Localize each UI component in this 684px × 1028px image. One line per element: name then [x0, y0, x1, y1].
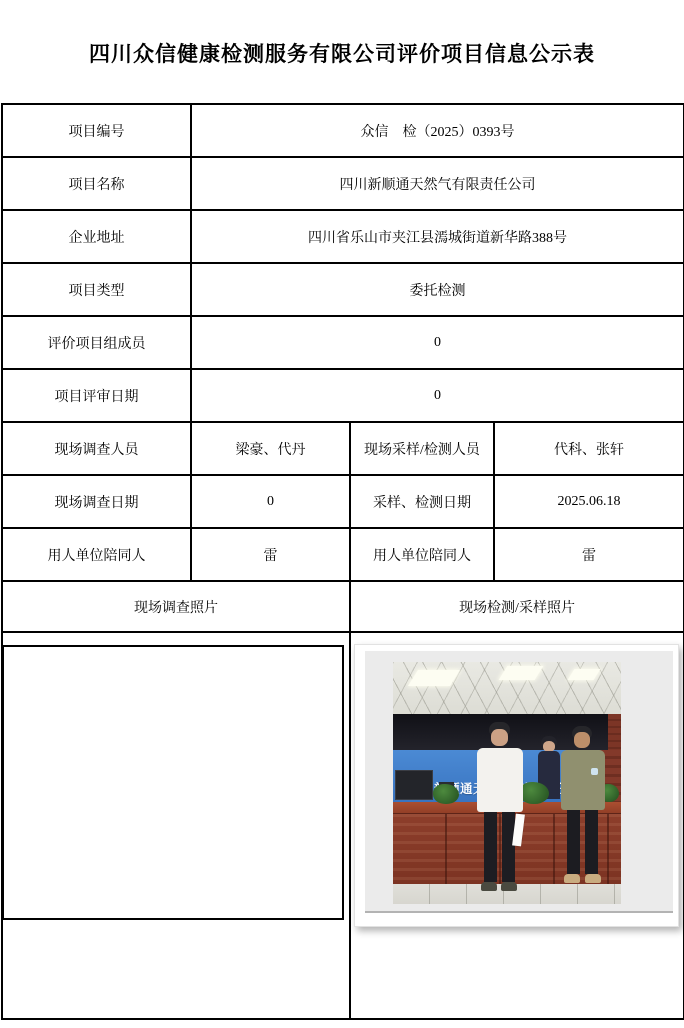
- cell-team-members-label: 评价项目组成员: [2, 316, 191, 369]
- shoe: [501, 882, 517, 891]
- table-row: [2, 528, 684, 581]
- cell-sampling-staff-label: 现场采样/检测人员: [350, 422, 494, 475]
- table-row: [2, 422, 684, 475]
- cell-review-date-label: 项目评审日期: [2, 369, 191, 422]
- cell-survey-date-value: 0: [191, 475, 350, 528]
- cell-sampling-photo-header: 现场检测/采样照片: [350, 581, 684, 632]
- shoe: [481, 882, 497, 891]
- sampling-photo-frame: [354, 644, 679, 927]
- leg: [502, 812, 515, 882]
- table-row: [2, 157, 684, 210]
- photo-man-white-shirt: [477, 722, 523, 894]
- cell-company-address-value: 四川省乐山市夹江县漹城街道新华路388号: [191, 210, 684, 263]
- table-row: [2, 475, 684, 528]
- table-row: [2, 104, 684, 157]
- photo-plant: [433, 784, 459, 804]
- cell-survey-photo-header: 现场调查照片: [2, 581, 350, 632]
- leg: [567, 810, 580, 874]
- table-row: [2, 581, 684, 632]
- face: [574, 732, 590, 748]
- cell-sampling-staff-value: 代科、张轩: [494, 422, 684, 475]
- cell-team-members-value: 0: [191, 316, 684, 369]
- cell-employer-escort-value-1: 雷: [191, 528, 350, 581]
- cell-sampling-photo: [350, 632, 684, 1019]
- table-row: [2, 369, 684, 422]
- shirt-logo: [591, 768, 598, 775]
- photo-wood-wall: [608, 714, 621, 754]
- photo-monitor: [395, 770, 433, 800]
- leg: [484, 812, 497, 882]
- cell-project-name-value: 四川新顺通天然气有限责任公司: [191, 157, 684, 210]
- cell-project-number-value: 众信 检（2025）0393号: [191, 104, 684, 157]
- cell-survey-photo: [2, 632, 350, 1019]
- cell-survey-date-label: 现场调查日期: [2, 475, 191, 528]
- leg: [585, 810, 598, 874]
- page-title: 四川众信健康检测服务有限公司评价项目信息公示表: [89, 43, 595, 66]
- cell-employer-escort-label-1: 用人单位陪同人: [2, 528, 191, 581]
- cell-sampling-date-label: 采样、检测日期: [350, 475, 494, 528]
- face: [491, 729, 508, 746]
- cell-project-number-label: 项目编号: [2, 104, 191, 157]
- table-row: [2, 263, 684, 316]
- shirt: [561, 750, 605, 810]
- cell-company-address-label: 企业地址: [2, 210, 191, 263]
- cell-employer-escort-value-2: 雷: [494, 528, 684, 581]
- project-info-table: [1, 103, 684, 1020]
- cell-survey-staff-value: 梁豪、代丹: [191, 422, 350, 475]
- shirt: [477, 748, 523, 812]
- photo-plant: [519, 782, 549, 804]
- table-row: [2, 632, 684, 1019]
- shoe: [585, 874, 601, 883]
- cell-project-name-label: 项目名称: [2, 157, 191, 210]
- cell-project-type-label: 项目类型: [2, 263, 191, 316]
- table-row: [2, 210, 684, 263]
- survey-photo-placeholder: [2, 645, 344, 920]
- photo-man-olive-shirt: [561, 726, 605, 886]
- table-row: [2, 316, 684, 369]
- shoe: [564, 874, 580, 883]
- cell-sampling-date-value: 2025.06.18: [494, 475, 684, 528]
- cell-review-date-value: 0: [191, 369, 684, 422]
- photo-matte: [365, 651, 673, 913]
- cell-employer-escort-label-2: 用人单位陪同人: [350, 528, 494, 581]
- cell-project-type-value: 委托检测: [191, 263, 684, 316]
- cell-survey-staff-label: 现场调查人员: [2, 422, 191, 475]
- sampling-photo: [393, 662, 621, 904]
